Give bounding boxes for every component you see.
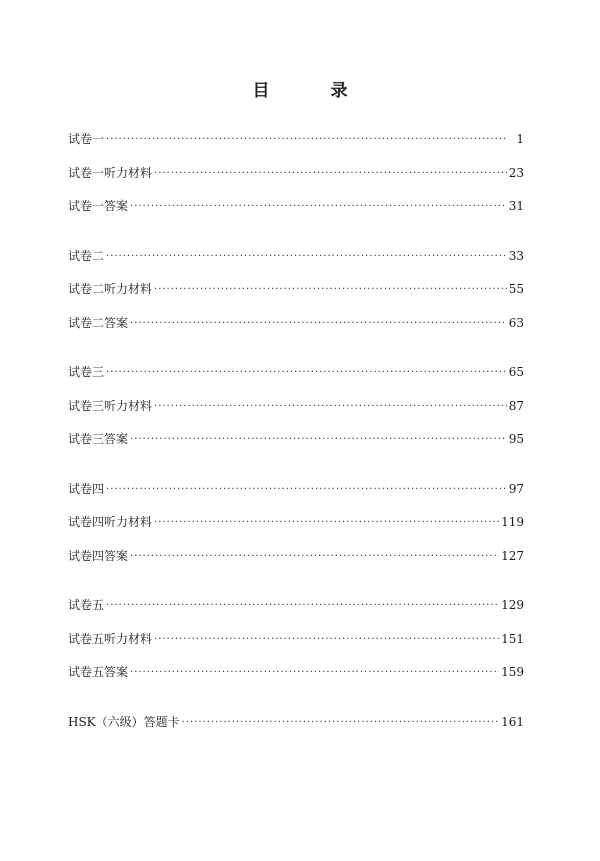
toc-entry-label: 试卷五答案 — [68, 665, 129, 679]
table-of-contents — [68, 130, 524, 762]
dot-leader — [154, 284, 507, 295]
toc-entry-page: 33 — [508, 248, 524, 263]
dot-leader — [154, 517, 499, 528]
toc-entry-page: 97 — [508, 481, 524, 496]
toc-entry-page: 161 — [501, 714, 524, 729]
toc-group-1 — [68, 130, 524, 231]
toc-entry-page: 119 — [501, 515, 524, 529]
toc-entry-page: 127 — [501, 548, 524, 563]
toc-entry[interactable] — [68, 663, 524, 697]
toc-entry-page: 87 — [508, 398, 524, 413]
toc-entry-page: 95 — [508, 432, 524, 446]
toc-entry-page: 63 — [508, 315, 524, 330]
toc-entry[interactable] — [68, 480, 524, 514]
toc-entry-page: 129 — [501, 598, 524, 612]
toc-group-4 — [68, 480, 524, 581]
dot-leader — [106, 484, 507, 495]
page-title: 目 录 — [252, 81, 370, 101]
toc-entry-page: 65 — [508, 365, 524, 379]
toc-entry-label: 试卷四答案 — [68, 548, 129, 563]
toc-entry-label: 试卷五听力材料 — [68, 631, 153, 646]
dot-leader — [106, 134, 508, 145]
toc-entry-label: 试卷一答案 — [68, 199, 129, 213]
toc-entry-label: 试卷三 — [68, 365, 105, 379]
toc-group-6 — [68, 713, 524, 747]
toc-entry-label: 试卷一听力材料 — [68, 165, 153, 180]
toc-entry[interactable] — [68, 513, 524, 547]
toc-entry-label: 试卷三听力材料 — [68, 398, 153, 413]
dot-leader — [106, 251, 507, 262]
toc-entry-label: 试卷三答案 — [68, 432, 129, 446]
dot-leader — [130, 201, 507, 212]
toc-entry[interactable] — [68, 130, 524, 164]
toc-entry[interactable] — [68, 713, 524, 747]
dot-leader — [154, 401, 507, 412]
dot-leader — [106, 367, 507, 378]
dot-leader — [130, 318, 507, 329]
toc-entry-page: 151 — [501, 631, 524, 646]
dot-leader — [154, 634, 499, 645]
toc-entry-page: 23 — [508, 165, 524, 180]
toc-entry-page: 159 — [501, 665, 524, 679]
toc-entry[interactable] — [68, 164, 524, 198]
toc-entry-label: 试卷一 — [68, 132, 105, 146]
dot-leader — [106, 600, 499, 611]
toc-entry-label: 试卷五 — [68, 598, 105, 612]
toc-entry-page: 31 — [508, 199, 524, 213]
toc-group-2 — [68, 247, 524, 348]
toc-group-3 — [68, 363, 524, 464]
dot-leader — [182, 717, 499, 728]
dot-leader — [154, 168, 507, 179]
dot-leader — [130, 551, 499, 562]
toc-entry[interactable] — [68, 197, 524, 231]
toc-entry-page: 1 — [516, 132, 524, 146]
toc-entry[interactable] — [68, 314, 524, 348]
toc-entry-label: 试卷四 — [68, 481, 105, 496]
toc-entry-label: HSK（六级）答题卡 — [68, 714, 180, 729]
toc-entry[interactable] — [68, 397, 524, 431]
toc-entry-label: 试卷二答案 — [68, 315, 129, 330]
toc-entry[interactable] — [68, 430, 524, 464]
toc-entry[interactable] — [68, 363, 524, 397]
toc-entry[interactable] — [68, 247, 524, 281]
toc-entry[interactable] — [68, 280, 524, 314]
toc-entry[interactable] — [68, 547, 524, 581]
toc-entry-page: 55 — [508, 282, 524, 296]
dot-leader — [130, 667, 499, 678]
toc-entry-label: 试卷四听力材料 — [68, 515, 153, 529]
toc-entry-label: 试卷二 — [68, 248, 105, 263]
dot-leader — [130, 434, 507, 445]
toc-entry[interactable] — [68, 596, 524, 630]
toc-entry-label: 试卷二听力材料 — [68, 282, 153, 296]
toc-entry[interactable] — [68, 630, 524, 664]
toc-group-5 — [68, 596, 524, 697]
